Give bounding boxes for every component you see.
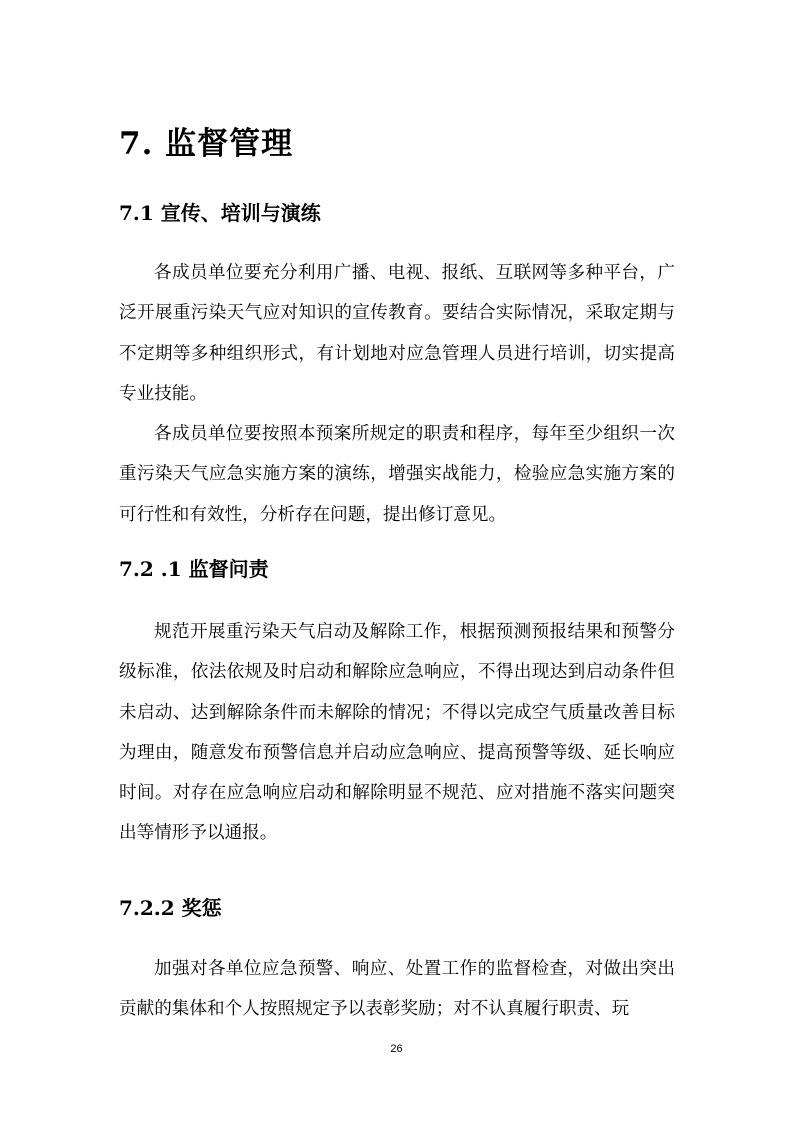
section-title: 7. 监督管理 [119,126,294,162]
page-number: 26 [390,1043,403,1055]
subsection-heading-7-2-1: 7.2 .1 监督问责 [119,557,269,581]
paragraph-publicity-training: 各成员单位要充分利用广播、电视、报纸、互联网等多种平台，广泛开展重污染天气应对知识的宣传教育。要结合实际情况，采取定期与不定期等多种组织形式，有计划地对应急管理人员进行培训，切实提高专业技能。 [119,263,675,404]
paragraph-drills: 各成员单位要按照本预案所规定的职责和程序，每年至少组织一次重污染天气应急实施方案的演练，增强实战能力，检验应急实施方案的可行性和有效性，分析存在问题，提出修订意见。 [119,424,675,525]
subsection-heading-7-2-2: 7.2.2 奖惩 [119,896,222,920]
subsection-heading-7-1: 7.1 宣传、培训与演练 [119,201,321,225]
paragraph-rewards-penalties: 加强对各单位应急预警、响应、处置工作的监督检查，对做出突出贡献的集体和个人按照规定予以表彰奖励；对不认真履行职责、玩 [119,959,675,1020]
paragraph-accountability: 规范开展重污染天气启动及解除工作，根据预测预报结果和预警分级标准，依法依规及时启动和解除应急响应，不得出现达到启动条件但未启动、达到解除条件而未解除的情况；不得以完成空气质量改善目标为理由，随意发布预警信息并启动应急响应、提高预警等级、延长响应时间。对存在应急响应启动和解除明显不规范、应对措施不落实问题突出等情形予以通报。 [119,622,675,844]
